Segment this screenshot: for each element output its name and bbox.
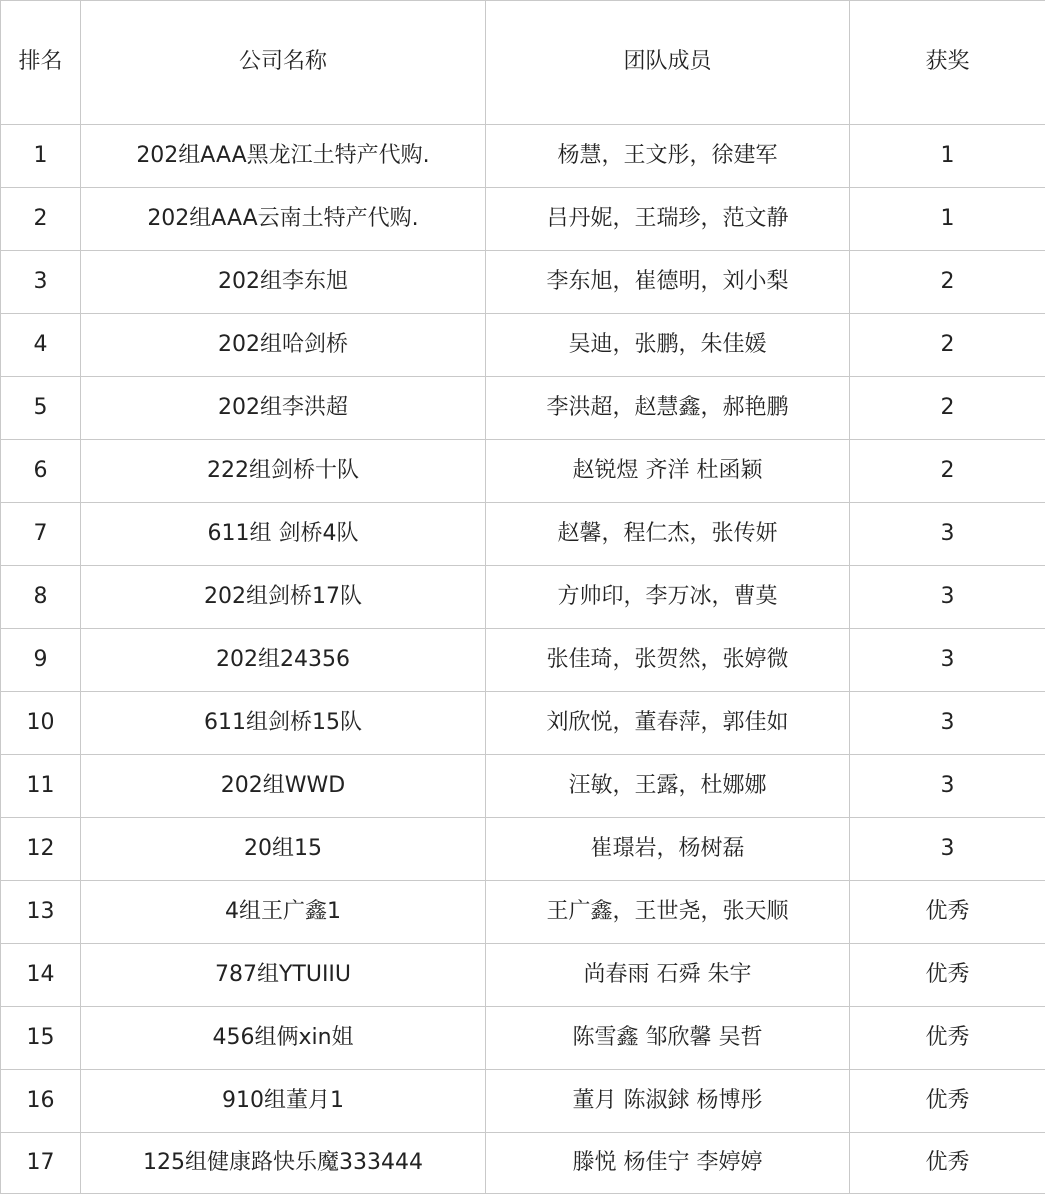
award-cell: 2 bbox=[850, 377, 1045, 440]
table-body bbox=[1, 125, 1045, 1194]
members-cell: 滕悦 杨佳宁 李婷婷 bbox=[486, 1133, 850, 1194]
award-cell: 2 bbox=[850, 251, 1045, 314]
table-row bbox=[1, 692, 1045, 755]
header-rank: 排名 bbox=[1, 1, 81, 125]
rank-cell: 10 bbox=[1, 692, 81, 755]
members-cell: 李洪超，赵慧鑫，郝艳鹏 bbox=[486, 377, 850, 440]
table-row bbox=[1, 503, 1045, 566]
award-cell: 优秀 bbox=[850, 881, 1045, 944]
company-cell: 202组剑桥17队 bbox=[81, 566, 486, 629]
rank-cell: 17 bbox=[1, 1133, 81, 1194]
members-cell: 杨慧，王文彤，徐建军 bbox=[486, 125, 850, 188]
rank-cell: 6 bbox=[1, 440, 81, 503]
award-cell: 2 bbox=[850, 440, 1045, 503]
award-cell: 优秀 bbox=[850, 1133, 1045, 1194]
members-cell: 尚春雨 石舜 朱宇 bbox=[486, 944, 850, 1007]
rank-cell: 16 bbox=[1, 1070, 81, 1133]
company-cell: 910组董月1 bbox=[81, 1070, 486, 1133]
table-row bbox=[1, 944, 1045, 1007]
rank-cell: 8 bbox=[1, 566, 81, 629]
members-cell: 崔璟岩，杨树磊 bbox=[486, 818, 850, 881]
rank-cell: 3 bbox=[1, 251, 81, 314]
members-cell: 赵锐煜 齐洋 杜函颖 bbox=[486, 440, 850, 503]
members-cell: 李东旭，崔德明，刘小梨 bbox=[486, 251, 850, 314]
award-cell: 3 bbox=[850, 755, 1045, 818]
table-row bbox=[1, 377, 1045, 440]
table-header bbox=[1, 1, 1045, 125]
company-cell: 222组剑桥十队 bbox=[81, 440, 486, 503]
award-cell: 优秀 bbox=[850, 944, 1045, 1007]
rank-cell: 11 bbox=[1, 755, 81, 818]
award-cell: 3 bbox=[850, 818, 1045, 881]
table-row bbox=[1, 1133, 1045, 1194]
rank-cell: 15 bbox=[1, 1007, 81, 1070]
award-cell: 1 bbox=[850, 188, 1045, 251]
company-cell: 456组俩xin姐 bbox=[81, 1007, 486, 1070]
company-cell: 202组24356 bbox=[81, 629, 486, 692]
rank-cell: 1 bbox=[1, 125, 81, 188]
rank-cell: 5 bbox=[1, 377, 81, 440]
members-cell: 张佳琦，张贺然，张婷微 bbox=[486, 629, 850, 692]
rank-cell: 14 bbox=[1, 944, 81, 1007]
table-row bbox=[1, 440, 1045, 503]
members-cell: 王广鑫，王世尧，张天顺 bbox=[486, 881, 850, 944]
company-cell: 611组 剑桥4队 bbox=[81, 503, 486, 566]
table-row bbox=[1, 755, 1045, 818]
table-row bbox=[1, 881, 1045, 944]
table-row bbox=[1, 629, 1045, 692]
table-row bbox=[1, 314, 1045, 377]
company-cell: 202组AAA云南土特产代购. bbox=[81, 188, 486, 251]
table-row bbox=[1, 1007, 1045, 1070]
header-row bbox=[1, 1, 1045, 125]
company-cell: 202组李东旭 bbox=[81, 251, 486, 314]
members-cell: 刘欣悦，董春萍，郭佳如 bbox=[486, 692, 850, 755]
rank-cell: 7 bbox=[1, 503, 81, 566]
members-cell: 陈雪鑫 邹欣馨 吴哲 bbox=[486, 1007, 850, 1070]
award-cell: 3 bbox=[850, 629, 1045, 692]
rank-cell: 13 bbox=[1, 881, 81, 944]
table-row bbox=[1, 125, 1045, 188]
members-cell: 董月 陈淑銶 杨博彤 bbox=[486, 1070, 850, 1133]
award-cell: 1 bbox=[850, 125, 1045, 188]
table-row bbox=[1, 1070, 1045, 1133]
table-row bbox=[1, 188, 1045, 251]
rank-cell: 4 bbox=[1, 314, 81, 377]
company-cell: 4组王广鑫1 bbox=[81, 881, 486, 944]
company-cell: 611组剑桥15队 bbox=[81, 692, 486, 755]
award-cell: 3 bbox=[850, 503, 1045, 566]
award-cell: 优秀 bbox=[850, 1007, 1045, 1070]
company-cell: 787组YTUIIU bbox=[81, 944, 486, 1007]
members-cell: 方帅印，李万冰，曹莫 bbox=[486, 566, 850, 629]
rank-cell: 9 bbox=[1, 629, 81, 692]
table-row bbox=[1, 818, 1045, 881]
award-cell: 3 bbox=[850, 566, 1045, 629]
company-cell: 202组WWD bbox=[81, 755, 486, 818]
table-row bbox=[1, 566, 1045, 629]
rank-cell: 2 bbox=[1, 188, 81, 251]
members-cell: 汪敏，王露，杜娜娜 bbox=[486, 755, 850, 818]
rank-cell: 12 bbox=[1, 818, 81, 881]
award-cell: 2 bbox=[850, 314, 1045, 377]
header-company-name: 公司名称 bbox=[81, 1, 486, 125]
company-cell: 20组15 bbox=[81, 818, 486, 881]
members-cell: 吕丹妮，王瑞珍，范文静 bbox=[486, 188, 850, 251]
company-cell: 202组AAA黑龙江土特产代购. bbox=[81, 125, 486, 188]
members-cell: 吴迪，张鹏，朱佳媛 bbox=[486, 314, 850, 377]
company-cell: 125组健康路快乐魔333444 bbox=[81, 1133, 486, 1194]
header-award: 获奖 bbox=[850, 1, 1045, 125]
table-row bbox=[1, 251, 1045, 314]
company-cell: 202组哈剑桥 bbox=[81, 314, 486, 377]
award-cell: 3 bbox=[850, 692, 1045, 755]
award-cell: 优秀 bbox=[850, 1070, 1045, 1133]
company-cell: 202组李洪超 bbox=[81, 377, 486, 440]
header-team-members: 团队成员 bbox=[486, 1, 850, 125]
members-cell: 赵馨，程仁杰，张传妍 bbox=[486, 503, 850, 566]
